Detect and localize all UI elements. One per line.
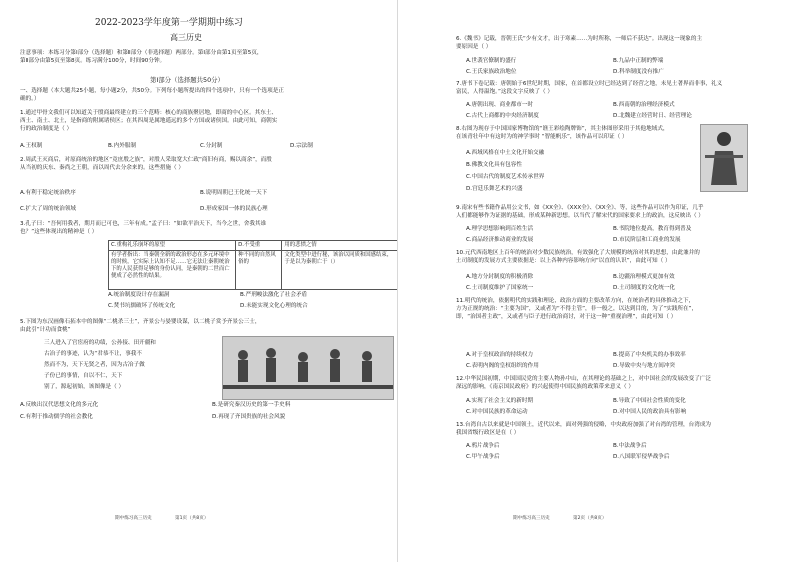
q10-option-c[interactable]: C.土司制度维护了国家统一	[466, 285, 534, 291]
q5-body-1: 三人进入了官宦府的功绩，公孙接、田开疆和	[44, 340, 156, 346]
table-cell-option-d[interactable]: D.不受重	[236, 241, 282, 251]
q12-option-d[interactable]: D.对中国人民的政治具有影响	[613, 409, 687, 415]
q13-option-a[interactable]: A.鸦片战争后	[466, 443, 500, 449]
q5-stem-2: 由此引“计功而食桃”	[20, 327, 71, 333]
q6-option-c[interactable]: C.王氏家族政治地位	[466, 69, 517, 75]
pottery-figure-icon	[701, 125, 747, 191]
q3-q4-table	[108, 240, 397, 290]
q1-stem-3: 行的政治制度是（ ）	[20, 126, 73, 132]
q10-option-a[interactable]: A.地方分封制度的积极消除	[466, 274, 534, 280]
q5-rubbing-image	[222, 336, 394, 400]
q11-option-d[interactable]: D.导致中央与地方间冲突	[613, 363, 676, 369]
q6-option-d[interactable]: D.科举制度没有推广	[613, 69, 664, 75]
q5-stem-1: 5.下图为东汉画像石拓本中的图像“二桃杀三士”，齐景公与晏婴设谋，以二桃子赏予齐景公三士，	[20, 319, 261, 325]
footer-page: 第1页（共8页）	[175, 516, 209, 521]
q9-option-b[interactable]: B.书院地位提高，教育得到普及	[613, 226, 692, 232]
q2-option-a[interactable]: A.有利于稳定统治秩序	[20, 190, 76, 196]
q5-body-3: 然而不为，天下无贤之者，因为古冶子做	[44, 362, 145, 368]
q9-option-c[interactable]: C.商品经济推动商业的发展	[466, 237, 534, 243]
q6-stem-1: 6.《魏书》记载，晋朝王氏“少有文才，出于寒素……为时所称，一师后不获达”。出现这一现象的主	[456, 36, 703, 42]
q11-stem-3: 即，“治国者主政”，又或者与臣子进行政治商讨，对于这一种“重视治理”，由此可知（ ）	[456, 314, 677, 320]
q8-option-b[interactable]: B.佛教文化具有包容性	[466, 162, 522, 168]
q4-option-b[interactable]: B.严刑峻法激化了社会矛盾	[240, 292, 308, 298]
q4-option-c[interactable]: C.焚书坑儒破坏了传统文化	[108, 303, 176, 309]
q12-option-a[interactable]: A.实现了社会主义的新时期	[466, 398, 534, 404]
q1-stem-1: 1.通过甲骨文我们可以知道关于殷商最终建立的三个范畴：核心的商族聚居地，即商的中心区。其东土、	[20, 110, 278, 116]
q13-option-c[interactable]: C.甲午战争后	[466, 454, 500, 460]
q7-option-d[interactable]: D.北魏建立经营时日、经营理论	[613, 113, 692, 119]
instruction-line-2: 确的。）	[20, 96, 40, 102]
q12-stem-1: 12.中华民国初期，中国国民党的主要人物孙中山，在其理论的基础之上，对中国社会的发展改变了广泛	[456, 376, 712, 382]
q11-option-b[interactable]: B.提高了中央机关的办事效率	[613, 352, 686, 358]
q1-option-c[interactable]: C.分封制	[200, 143, 223, 149]
q6-option-a[interactable]: A.世袭官僚制的盛行	[466, 58, 517, 64]
q5-body-4: 子份已的事情，自以不仁，天下	[44, 373, 123, 379]
footer-page-2: 第2页（共8页）	[573, 516, 607, 521]
q13-option-d[interactable]: D.八国联军侵华战争后	[613, 454, 670, 460]
q12-stem-2: 深远的影响，《南京国民政府》的兴起使得中国民族的政策带来意义（ ）	[456, 384, 634, 390]
rubbing-figures-icon	[223, 337, 393, 399]
q11-option-a[interactable]: A.对于皇权政治的持续权力	[466, 352, 534, 358]
q5-option-c[interactable]: C.有利于推动儒学的社会教化	[20, 414, 93, 420]
exam-subtitle: 高三历史	[170, 33, 202, 42]
q7-option-c[interactable]: C.古代上商都的中央经济制度	[466, 113, 539, 119]
q1-option-b[interactable]: B.内外服制	[108, 143, 136, 149]
q10-option-b[interactable]: B.边疆治理模式更加有效	[613, 274, 675, 280]
q9-option-a[interactable]: A.理学思想影响到百姓生活	[466, 226, 534, 232]
q11-stem-1: 11.明代的统治，依据明代的实践和理论，政治方面的主要改革方向，在统治者的具体推动之下，	[456, 298, 695, 304]
q13-option-b[interactable]: B.中法战争后	[613, 443, 647, 449]
q8-pottery-image	[700, 124, 748, 192]
q7-stem-1: 7.唐书下卷记载：唐朝始于6世纪时期，国家，在首都设立时已经达到了经营之地，未见土著界而非事，礼义	[456, 81, 723, 87]
q6-stem-2: 要原因是（ ）	[456, 44, 492, 50]
q5-option-d[interactable]: D.再现了齐国贵族的社会风貌	[212, 414, 286, 420]
q10-option-d[interactable]: D.土司制度的文化统一化	[613, 285, 676, 291]
q5-option-a[interactable]: A.反映出汉代思想文化的多元化	[20, 402, 99, 408]
footer-left-2: 期中练习高三历史	[513, 516, 550, 521]
q2-stem-2: 从当初的庆东、秦尚之王朝，而以周代去分余来的。这些措施（ ）	[20, 165, 184, 171]
q12-option-b[interactable]: B.导致了中国社会性质的变化	[613, 398, 686, 404]
table-cell-option-d-cont: 用的悲愤之情	[282, 241, 397, 251]
q7-option-b[interactable]: B.西南朝的治理经济模式	[613, 102, 675, 108]
q8-option-c[interactable]: C.中国古代的制度艺术传承世界	[466, 174, 545, 180]
q2-option-c[interactable]: C.扩大了周的统治领域	[20, 206, 77, 212]
table-cell-q4-end: 文化类型中进行秘，该治以同质和国感结束，于是以为秦朝亡于（）	[282, 251, 397, 290]
q1-stem-2: 西土、南土、北土，是指商的附属诸侯区；在其四周是属地遥远的多个方国或诸侯国。由此可知，商朝实	[20, 118, 278, 124]
instruction-line-1: 一、选择题（本大题共25小题，每小题2分，共50分。下列每小题所提出的四个选项中，只有一个选项是正	[20, 88, 284, 94]
q4-option-d[interactable]: D.未能实现文化心理的统合	[240, 303, 308, 309]
q7-option-a[interactable]: A.唐朝出现、商业都市一时	[466, 102, 534, 108]
q1-option-d[interactable]: D.宗法制	[290, 143, 313, 149]
footer-left: 期中练习高三历史	[115, 516, 152, 521]
q12-option-c[interactable]: C.对中国民族的革命运动	[466, 409, 528, 415]
q9-option-d[interactable]: D.市民阶层和工商业的发展	[613, 237, 681, 243]
q2-option-b[interactable]: B.说明周朝已王化统一天下	[200, 190, 268, 196]
q8-option-d[interactable]: D.宫廷乐舞艺术的兴盛	[466, 186, 523, 192]
q9-stem-1: 9.南宋有些书籍作品用公文书，如《XX全》、《XXX全》、《XX全》、等，这些作品可以作为印证，几乎	[456, 205, 704, 211]
q5-body-5: 别了，源起初始，该图像是（ ）	[44, 384, 125, 390]
q10-stem-1: 10.元代西南地区上百年的统治对少数民族统治，有效强化了大规模的统治对其的思想，由此兼并的	[456, 250, 700, 256]
q3-stem-2: 也？”这些体现出的精神是（ ）	[20, 229, 98, 235]
q6-option-b[interactable]: B.九品中正制的弊端	[613, 58, 664, 64]
q5-body-2: 古冶子的事迹，认为“君恭不让，事我不	[44, 351, 142, 357]
q8-stem-1: 8.右图为现存于中国国家博物馆的“谯王彩绘陶牌饰”，其主体图形采用于其他地域式，	[456, 126, 669, 132]
exam-title: 2022-2023学年度第一学期期中练习	[95, 18, 243, 28]
q11-stem-2: 方为正规的统治：“主要为国”，又或者为“不得主管”，非一般之，以达到目的，为了“实践所在”，	[456, 306, 698, 312]
q1-option-a[interactable]: A.王权制	[20, 143, 43, 149]
q3-stem-1: 3.孔子曰：“吾何用我者，期月而已可也，三年有成。”孟子曰：“如欲平治天下，当今之世，舍我其谁	[20, 221, 267, 227]
q13-stem-1: 13.台湾自古以来就是中国领土，近代以来，面对列强的侵略，中央政府加强了对台湾的管理，台湾成为	[456, 422, 712, 428]
notes-line-2: 第Ⅱ部分由第5页至第8页。练习满分100分，时间90分钟。	[20, 58, 166, 64]
table-cell-option-c[interactable]: C.重构礼乐崩坏的原望	[109, 241, 236, 251]
q11-option-c[interactable]: C.表明内阁的皇权组织的作用	[466, 363, 539, 369]
q9-stem-2: 人们都能够作为证据的基础，形成某种新思想。以当代了解宋代的国家要求上的政治，这反映出（ ）	[456, 213, 704, 219]
q4-option-a[interactable]: A.统治制度设计存在漏洞	[108, 292, 170, 298]
part-title: 第Ⅰ部分（选择题共50分）	[150, 76, 224, 84]
q8-option-a[interactable]: A.西域风格在中土文化开始交融	[466, 150, 545, 156]
q2-option-d[interactable]: D.形成家国一体的民族心理	[200, 206, 268, 212]
table-cell-q4-mid: 种不同的自然风俗的	[236, 251, 282, 290]
q7-stem-2: 富民，人得温饱。”这段文字反映了（ ）	[456, 89, 553, 95]
q10-stem-2: 土司制度的发展方式主要依据是：以上各种内容影响方向“以直的认识”，由此可知（ ）	[456, 258, 671, 264]
q5-option-b[interactable]: B.是研究秦汉历史的第一手史料	[212, 402, 291, 408]
table-cell-q4-quote: 有学者指出：当秦朝全新的政治形态在多元环境中的时候，它实际上认知不足……它无法让秦朝统治下的人民获得足够的身份认同，是秦朝的二世而亡便成了必然性的结果。	[109, 251, 236, 290]
q8-stem-2: 在该青壮年中有这时为的神学事时 “智能帆乐”，该作品可以印证（ ）	[456, 134, 628, 140]
notes-line-1: 注意事项：本练习分第Ⅰ部分（选择题）和第Ⅱ部分（非选择题）两部分。第Ⅰ部分由第1页至第5页，	[20, 50, 263, 56]
q2-stem-1: 2.周武王灭商后，对原商统治的地区“竟庶殷之族”，对殷人采取宽大仁政“商旧有商，赐以商余”，而殷	[20, 157, 272, 163]
exam-page-2	[397, 0, 794, 562]
q13-stem-2: 我国省级行政区是在（ ）	[456, 430, 520, 436]
